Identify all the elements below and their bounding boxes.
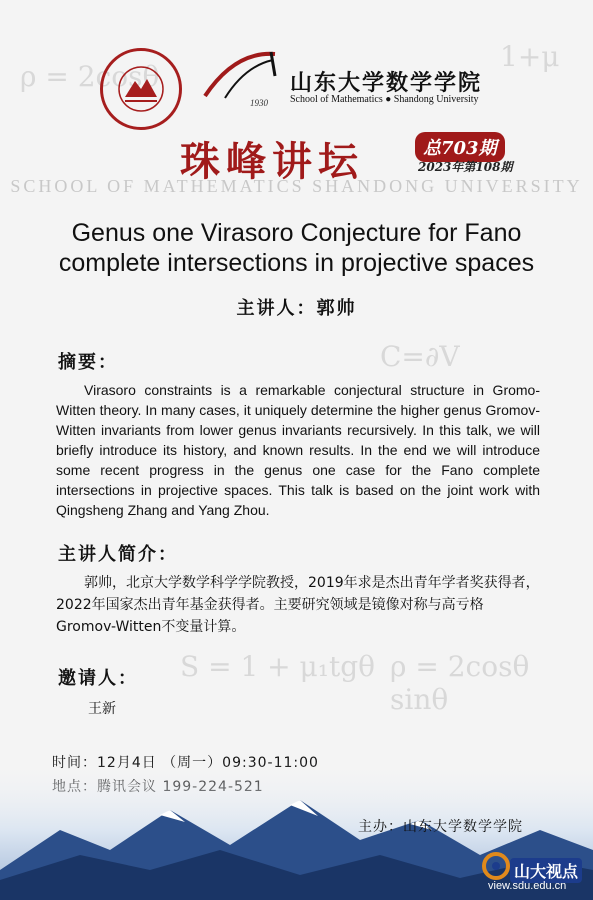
background-formula: ρ = 2cosθ [20,60,160,93]
host-organizer: 主办：山东大学数学学院 [358,819,523,835]
abstract-heading: 摘要： [58,352,118,373]
background-formula: 1+μ [500,40,560,73]
school-name-cn: 山东大学数学学院 [290,71,483,96]
bio-text: 郭帅，北京大学数学科学学院教授，2019年求是杰出青年学者奖获得者，2022年国家杰出青年基金获得者。主要研究领域是镜像对称与高亏格Gromov-Witten不变量计算。 [56,575,540,635]
math-school-logo [195,46,285,106]
inviter-heading: 邀请人： [58,668,138,689]
mountain-seal-icon [111,59,171,119]
speaker: 主讲人：郭帅 [236,298,357,319]
abstract-text: Virasoro constraints is a remarkable conjectural structure in Gromo-Witten theory. In many cases, it uniquely determine the higher genus Gromov-Witten invariants from lower genus invariants recursively. In this talk, we will briefly introduce its history, and known results. In the end we will introduce some recent progress in the genus one case for the Fano complete intersections in projective spaces. This talk is based on the joint work with Qingsheng Zhang and Yang Zhou. [56,382,540,518]
background-formula: S = 1 + μ₁tgθ [180,650,375,683]
talk-title-line2: complete intersections in projective spaces [58,249,535,277]
header [0,0,593,120]
media-url: view.sdu.edu.cn [488,880,567,892]
talk-title-line1: Genus one Virasoro Conjecture for Fano [71,219,522,247]
forum-year-issue: 2023年第108期 [418,160,513,174]
university-seal [100,48,182,130]
forum-issue-badge: 总703期 [415,132,505,162]
founding-year: 1930 [250,98,268,108]
media-name: 山大视点 [510,858,582,883]
inviter-name: 王新 [88,701,116,717]
forum-title: 珠峰讲坛 [180,138,364,185]
background-formula: ρ = 2cosθ sinθ [390,650,530,716]
talk-title [20,218,573,278]
school-banner: SCHOOL OF MATHEMATICS SHANDONG UNIVERSITY [10,176,583,196]
background-formula: C=∂V [380,340,460,373]
school-name-en: School of Mathematics ● Shandong University [290,94,479,105]
bio-heading: 主讲人简介： [58,544,178,565]
